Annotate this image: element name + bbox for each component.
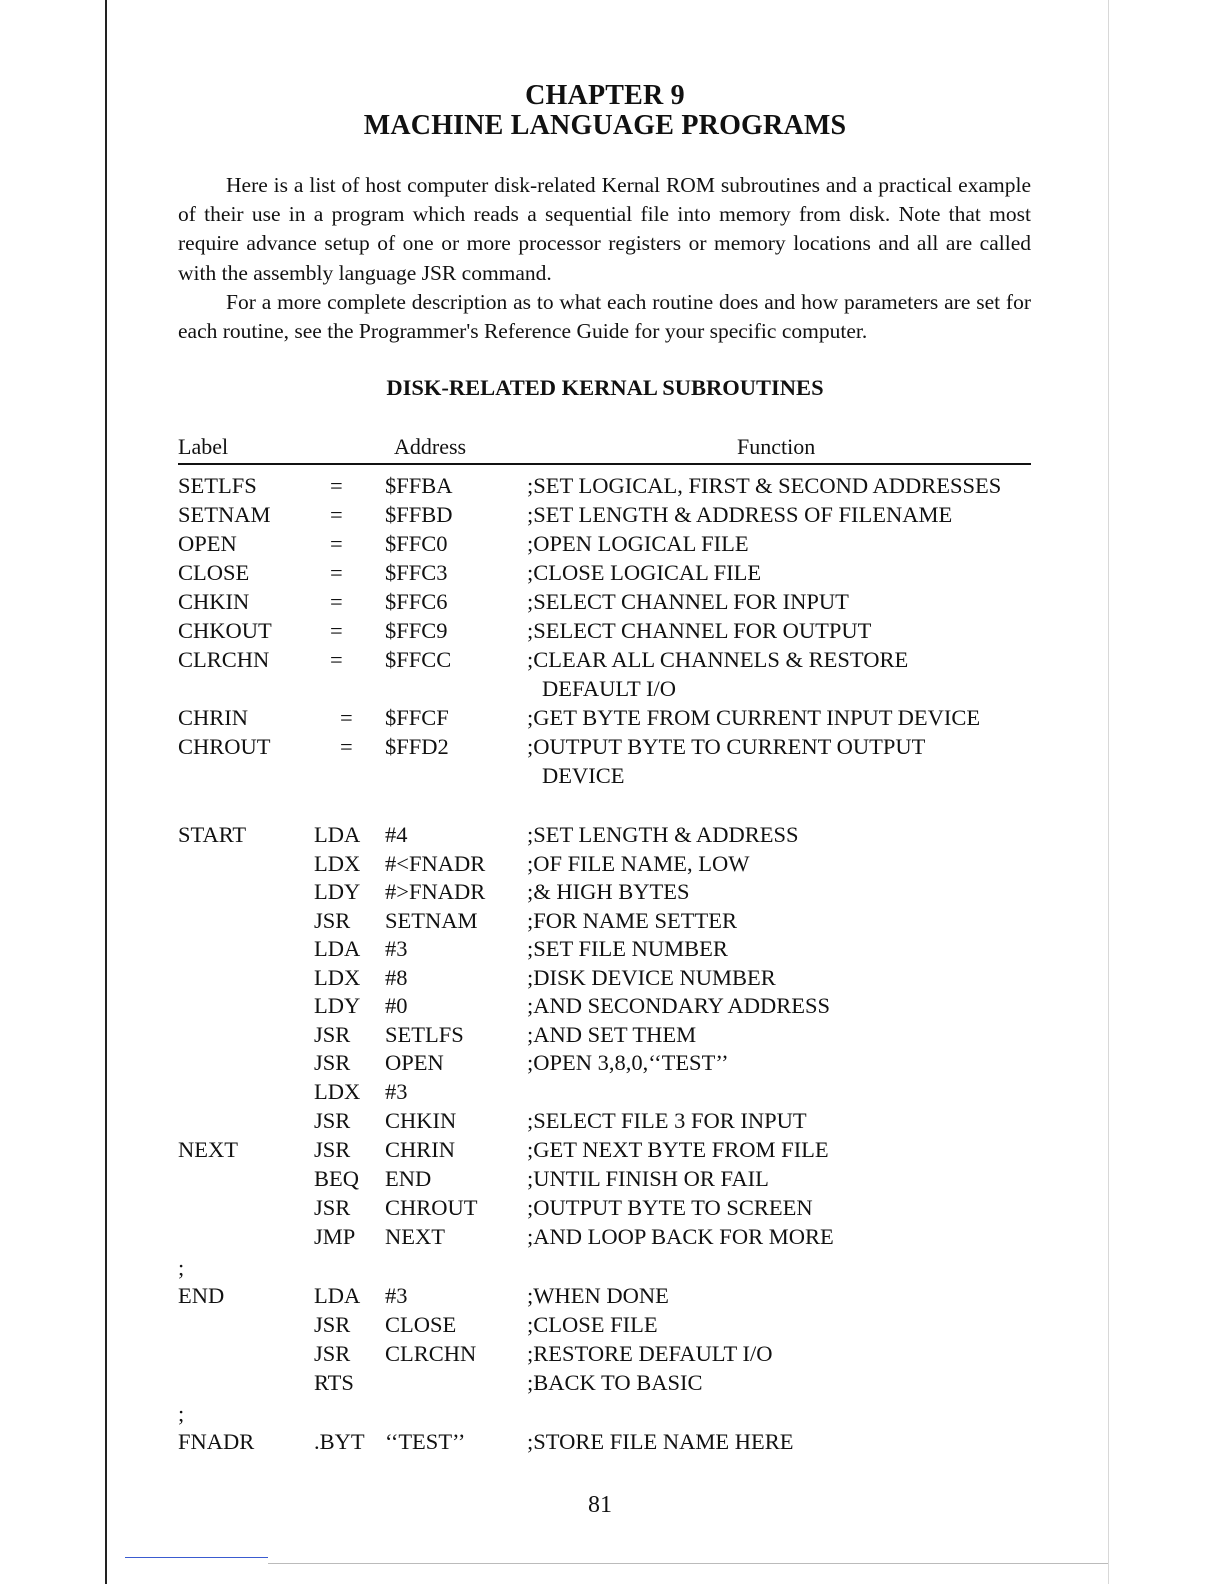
equate-address: $FFCF	[385, 705, 449, 730]
equate-row	[0, 734, 1224, 763]
equate-comment: ;OPEN LOGICAL FILE	[527, 531, 749, 556]
code-line	[0, 936, 1224, 965]
code-operand: SETLFS	[385, 1022, 464, 1047]
equate-comment: ;GET BYTE FROM CURRENT INPUT DEVICE	[527, 705, 981, 730]
equate-comment: ;SELECT CHANNEL FOR INPUT	[527, 589, 849, 614]
code-line	[0, 1370, 1224, 1399]
code-label: ;	[178, 1255, 185, 1280]
code-line	[0, 1137, 1224, 1166]
code-opcode: LDA	[314, 1283, 361, 1308]
code-operand: END	[385, 1166, 432, 1191]
equate-address: $FFC0	[385, 531, 448, 556]
code-opcode: LDX	[314, 1079, 361, 1104]
code-line	[0, 1108, 1224, 1137]
code-operand: NEXT	[385, 1224, 445, 1249]
equate-row-continuation	[0, 676, 1224, 705]
chapter-number: CHAPTER 9	[525, 80, 685, 111]
code-opcode: BEQ	[314, 1166, 359, 1191]
equate-row	[0, 531, 1224, 560]
code-comment: ;DISK DEVICE NUMBER	[527, 965, 776, 990]
code-opcode: .BYT	[314, 1429, 365, 1454]
code-operand: #>FNADR	[385, 879, 486, 904]
code-label: FNADR	[178, 1429, 255, 1454]
code-opcode: JSR	[314, 1137, 351, 1162]
code-operand: #4	[385, 822, 408, 847]
equate-comment: ;SELECT CHANNEL FOR OUTPUT	[527, 618, 872, 643]
code-opcode: JSR	[314, 1195, 351, 1220]
equate-row	[0, 502, 1224, 531]
code-comment: ;CLOSE FILE	[527, 1312, 658, 1337]
code-comment: ;SET FILE NUMBER	[527, 936, 728, 961]
code-opcode: LDX	[314, 851, 361, 876]
code-comment: ;OPEN 3,8,0,‘‘TEST’’	[527, 1050, 729, 1075]
equate-row-continuation	[0, 763, 1224, 792]
intro-paragraph-2: For a more complete description as to what each routine does and how parameters are set for each routine, see the Programmer's Reference Guide for your specific computer.	[178, 290, 1031, 344]
code-opcode: JSR	[314, 1022, 351, 1047]
code-operand: #3	[385, 1283, 408, 1308]
equate-label: CHROUT	[178, 734, 271, 759]
code-line	[0, 1429, 1224, 1458]
code-comment: ;AND LOOP BACK FOR MORE	[527, 1224, 834, 1249]
code-label: START	[178, 822, 247, 847]
code-comment: ;BACK TO BASIC	[527, 1370, 703, 1395]
equate-row	[0, 647, 1224, 676]
code-line	[0, 1022, 1224, 1051]
code-line	[0, 822, 1224, 851]
footer-rule	[268, 1563, 1108, 1564]
equate-sign: =	[330, 531, 343, 556]
code-opcode: JSR	[314, 1341, 351, 1366]
code-operand: ‘‘TEST’’	[385, 1429, 466, 1454]
code-opcode: JSR	[314, 908, 351, 933]
code-line	[0, 1166, 1224, 1195]
chapter-title: MACHINE LANGUAGE PROGRAMS	[363, 110, 847, 141]
code-opcode: JMP	[314, 1224, 356, 1249]
code-line	[0, 908, 1224, 937]
code-operand: #0	[385, 993, 408, 1018]
equate-label: CHKOUT	[178, 618, 272, 643]
code-opcode: JSR	[314, 1312, 351, 1337]
header-rule	[178, 463, 1031, 465]
code-label: ;	[178, 1401, 185, 1426]
page-number: 81	[588, 1492, 612, 1518]
code-comment: ;SET LENGTH & ADDRESS	[527, 822, 799, 847]
equate-sign: =	[330, 560, 343, 585]
code-line	[0, 993, 1224, 1022]
code-label: END	[178, 1283, 225, 1308]
code-line-separator	[0, 1255, 1224, 1284]
code-comment: ;RESTORE DEFAULT I/O	[527, 1341, 773, 1366]
equate-sign: =	[330, 473, 343, 498]
equate-address: $FFD2	[385, 734, 449, 759]
equate-comment: ;CLOSE LOGICAL FILE	[527, 560, 762, 585]
code-line	[0, 1341, 1224, 1370]
equate-sign: =	[330, 618, 343, 643]
equate-sign: =	[340, 734, 353, 759]
equate-label: SETLFS	[178, 473, 257, 498]
code-comment: ;WHEN DONE	[527, 1283, 669, 1308]
code-comment: ;AND SET THEM	[527, 1022, 697, 1047]
code-line	[0, 965, 1224, 994]
equate-sign: =	[330, 502, 343, 527]
equate-row	[0, 473, 1224, 502]
equate-address: $FFBA	[385, 473, 453, 498]
code-operand: CHRIN	[385, 1137, 456, 1162]
code-line	[0, 1312, 1224, 1341]
equate-row	[0, 560, 1224, 589]
code-comment: ;GET NEXT BYTE FROM FILE	[527, 1137, 829, 1162]
equate-row	[0, 618, 1224, 647]
code-line	[0, 1079, 1224, 1108]
code-opcode: JSR	[314, 1050, 351, 1075]
code-comment: ;SELECT FILE 3 FOR INPUT	[527, 1108, 807, 1133]
column-header-address: Address	[394, 434, 467, 459]
code-line-separator	[0, 1401, 1224, 1430]
code-operand: #8	[385, 965, 408, 990]
code-opcode: LDY	[314, 879, 361, 904]
column-header-function: Function	[737, 434, 816, 459]
equate-comment: ;SET LENGTH & ADDRESS OF FILENAME	[527, 502, 953, 527]
code-operand: #<FNADR	[385, 851, 486, 876]
equate-comment: ;CLEAR ALL CHANNELS & RESTORE	[527, 647, 909, 672]
equate-row	[0, 589, 1224, 618]
equate-address: $FFBD	[385, 502, 453, 527]
equate-sign: =	[330, 647, 343, 672]
code-comment: ;STORE FILE NAME HERE	[527, 1429, 794, 1454]
code-operand: #3	[385, 1079, 408, 1104]
equate-comment-continuation: DEFAULT I/O	[542, 676, 676, 701]
code-opcode: RTS	[314, 1370, 354, 1395]
code-operand: SETNAM	[385, 908, 478, 933]
equate-label: OPEN	[178, 531, 237, 556]
code-comment: ;& HIGH BYTES	[527, 879, 690, 904]
code-operand: #3	[385, 936, 408, 961]
code-line	[0, 1283, 1224, 1312]
code-operand: CHROUT	[385, 1195, 478, 1220]
equate-sign: =	[330, 589, 343, 614]
equate-label: CLRCHN	[178, 647, 270, 672]
code-comment: ;OUTPUT BYTE TO SCREEN	[527, 1195, 813, 1220]
code-label: NEXT	[178, 1137, 238, 1162]
code-comment: ;UNTIL FINISH OR FAIL	[527, 1166, 769, 1191]
code-opcode: LDA	[314, 936, 361, 961]
equate-comment: ;SET LOGICAL, FIRST & SECOND ADDRESSES	[527, 473, 1002, 498]
code-line	[0, 879, 1224, 908]
equate-label: CHRIN	[178, 705, 249, 730]
equate-comment-continuation: DEVICE	[542, 763, 625, 788]
footer-rule-accent	[125, 1557, 268, 1558]
code-operand: OPEN	[385, 1050, 444, 1075]
code-line	[0, 1224, 1224, 1253]
equate-label: CHKIN	[178, 589, 250, 614]
section-title: DISK-RELATED KERNAL SUBROUTINES	[386, 375, 824, 400]
equate-row	[0, 705, 1224, 734]
equate-address: $FFC6	[385, 589, 448, 614]
column-header-label: Label	[178, 434, 229, 459]
equate-comment: ;OUTPUT BYTE TO CURRENT OUTPUT	[527, 734, 926, 759]
equate-address: $FFCC	[385, 647, 452, 672]
code-opcode: LDA	[314, 822, 361, 847]
equate-address: $FFC3	[385, 560, 448, 585]
code-comment: ;OF FILE NAME, LOW	[527, 851, 750, 876]
code-comment: ;FOR NAME SETTER	[527, 908, 738, 933]
equate-label: SETNAM	[178, 502, 271, 527]
code-line	[0, 1050, 1224, 1079]
code-opcode: LDX	[314, 965, 361, 990]
equate-label: CLOSE	[178, 560, 250, 585]
code-line	[0, 851, 1224, 880]
code-operand: CLOSE	[385, 1312, 457, 1337]
equate-sign: =	[340, 705, 353, 730]
intro-paragraph-1: Here is a list of host computer disk-related Kernal ROM subroutines and a practical example of their use in a program which reads a sequential file into memory from disk. Note that most require advance setup of one or more processor registers or memory locations and all are called with the assembly language JSR command.	[178, 173, 1031, 285]
code-opcode: LDY	[314, 993, 361, 1018]
code-comment: ;AND SECONDARY ADDRESS	[527, 993, 830, 1018]
equate-address: $FFC9	[385, 618, 448, 643]
code-operand: CLRCHN	[385, 1341, 477, 1366]
code-line	[0, 1195, 1224, 1224]
code-opcode: JSR	[314, 1108, 351, 1133]
code-operand: CHKIN	[385, 1108, 457, 1133]
